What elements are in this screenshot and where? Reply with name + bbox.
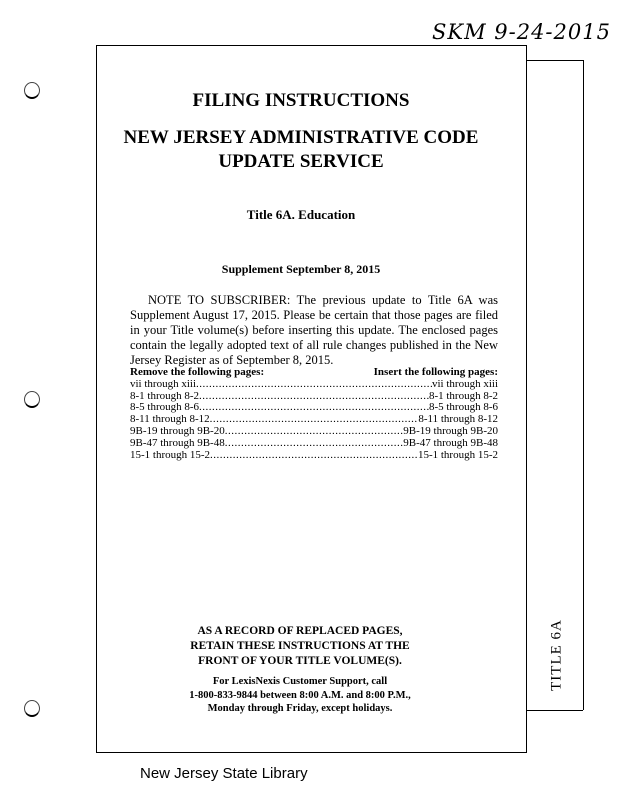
title-tab-label: TITLE 6A xyxy=(548,619,565,691)
insert-pages: 8-5 through 8-6 xyxy=(428,401,498,414)
remove-pages: 8-5 through 8-6 xyxy=(130,401,200,414)
leader-dots xyxy=(210,414,419,426)
remove-pages: 9B-19 through 9B-20 xyxy=(130,424,225,437)
subject-heading: Title 6A. Education xyxy=(246,207,356,222)
remove-pages: 8-1 through 8-2 xyxy=(130,389,200,402)
punch-hole-top xyxy=(24,82,40,99)
leader-dots xyxy=(196,379,432,391)
subtitle-line-2: UPDATE SERVICE xyxy=(218,151,384,172)
remove-pages: 8-11 through 8-12 xyxy=(130,413,210,426)
remove-header: Remove the following pages: xyxy=(130,366,265,378)
record-line: RETAIN THESE INSTRUCTIONS AT THE xyxy=(190,640,410,652)
subscriber-note-text: NOTE TO SUBSCRIBER: The previous update to Title 6A was Supplement August 17, 2015. Please be certain that those pages are filed in your Title volume(s) before inserting this update. The enclosed pages contain the legally adopted text of all rule changes published in the New Jersey Register as of September 8, 2015. xyxy=(130,293,498,367)
support-line: 1-800-833-9844 between 8:00 A.M. and 8:00 P.M., xyxy=(189,689,411,701)
insert-pages: 9B-47 through 9B-48 xyxy=(403,436,498,449)
insert-pages: 8-11 through 8-12 xyxy=(418,413,498,426)
insert-pages: 15-1 through 15-2 xyxy=(417,448,498,461)
punch-hole-middle xyxy=(24,391,40,408)
table-row xyxy=(130,379,498,391)
support-line: For LexisNexis Customer Support, call xyxy=(212,676,388,687)
record-line: AS A RECORD OF REPLACED PAGES, xyxy=(197,625,403,637)
insert-header: Insert the following pages: xyxy=(373,366,498,378)
table-row xyxy=(130,426,498,438)
handwritten-annotation: SKM 9-24-2015 xyxy=(432,20,611,44)
library-stamp: New Jersey State Library xyxy=(140,765,308,782)
table-row xyxy=(130,450,498,462)
subtitle-line-1: NEW JERSEY ADMINISTRATIVE CODE xyxy=(123,127,479,148)
remove-pages: 15-1 through 15-2 xyxy=(130,448,211,461)
customer-support-info xyxy=(150,675,450,716)
record-instructions xyxy=(150,624,450,669)
insert-pages: 8-1 through 8-2 xyxy=(428,389,498,402)
table-row xyxy=(130,438,498,450)
tab-edge-line xyxy=(583,60,584,710)
tab-bottom-line xyxy=(526,710,583,711)
record-line: FRONT OF YOUR TITLE VOLUME(S). xyxy=(198,655,402,667)
supplement-date: Supplement September 8, 2015 xyxy=(221,262,381,276)
remove-pages: 9B-47 through 9B-48 xyxy=(130,436,225,449)
leader-dots xyxy=(210,450,418,462)
punch-hole-bottom xyxy=(24,700,40,717)
insert-pages: 9B-19 through 9B-20 xyxy=(403,424,498,437)
top-border-line xyxy=(96,45,526,46)
subscriber-note xyxy=(130,293,498,368)
leader-dots xyxy=(199,402,429,414)
leader-dots xyxy=(225,426,404,438)
bottom-border-line xyxy=(96,752,526,753)
insert-pages: vii through xiii xyxy=(432,377,498,390)
title-tab xyxy=(537,619,577,691)
leader-dots xyxy=(199,391,429,403)
right-border-line xyxy=(526,45,527,753)
document-title: FILING INSTRUCTIONS xyxy=(192,90,410,111)
tab-top-line xyxy=(526,60,583,61)
remove-pages: vii through xiii xyxy=(130,377,196,390)
document-subtitle xyxy=(96,126,506,174)
support-line: Monday through Friday, except holidays. xyxy=(207,703,393,714)
leader-dots xyxy=(225,438,404,450)
pages-table xyxy=(130,367,498,461)
